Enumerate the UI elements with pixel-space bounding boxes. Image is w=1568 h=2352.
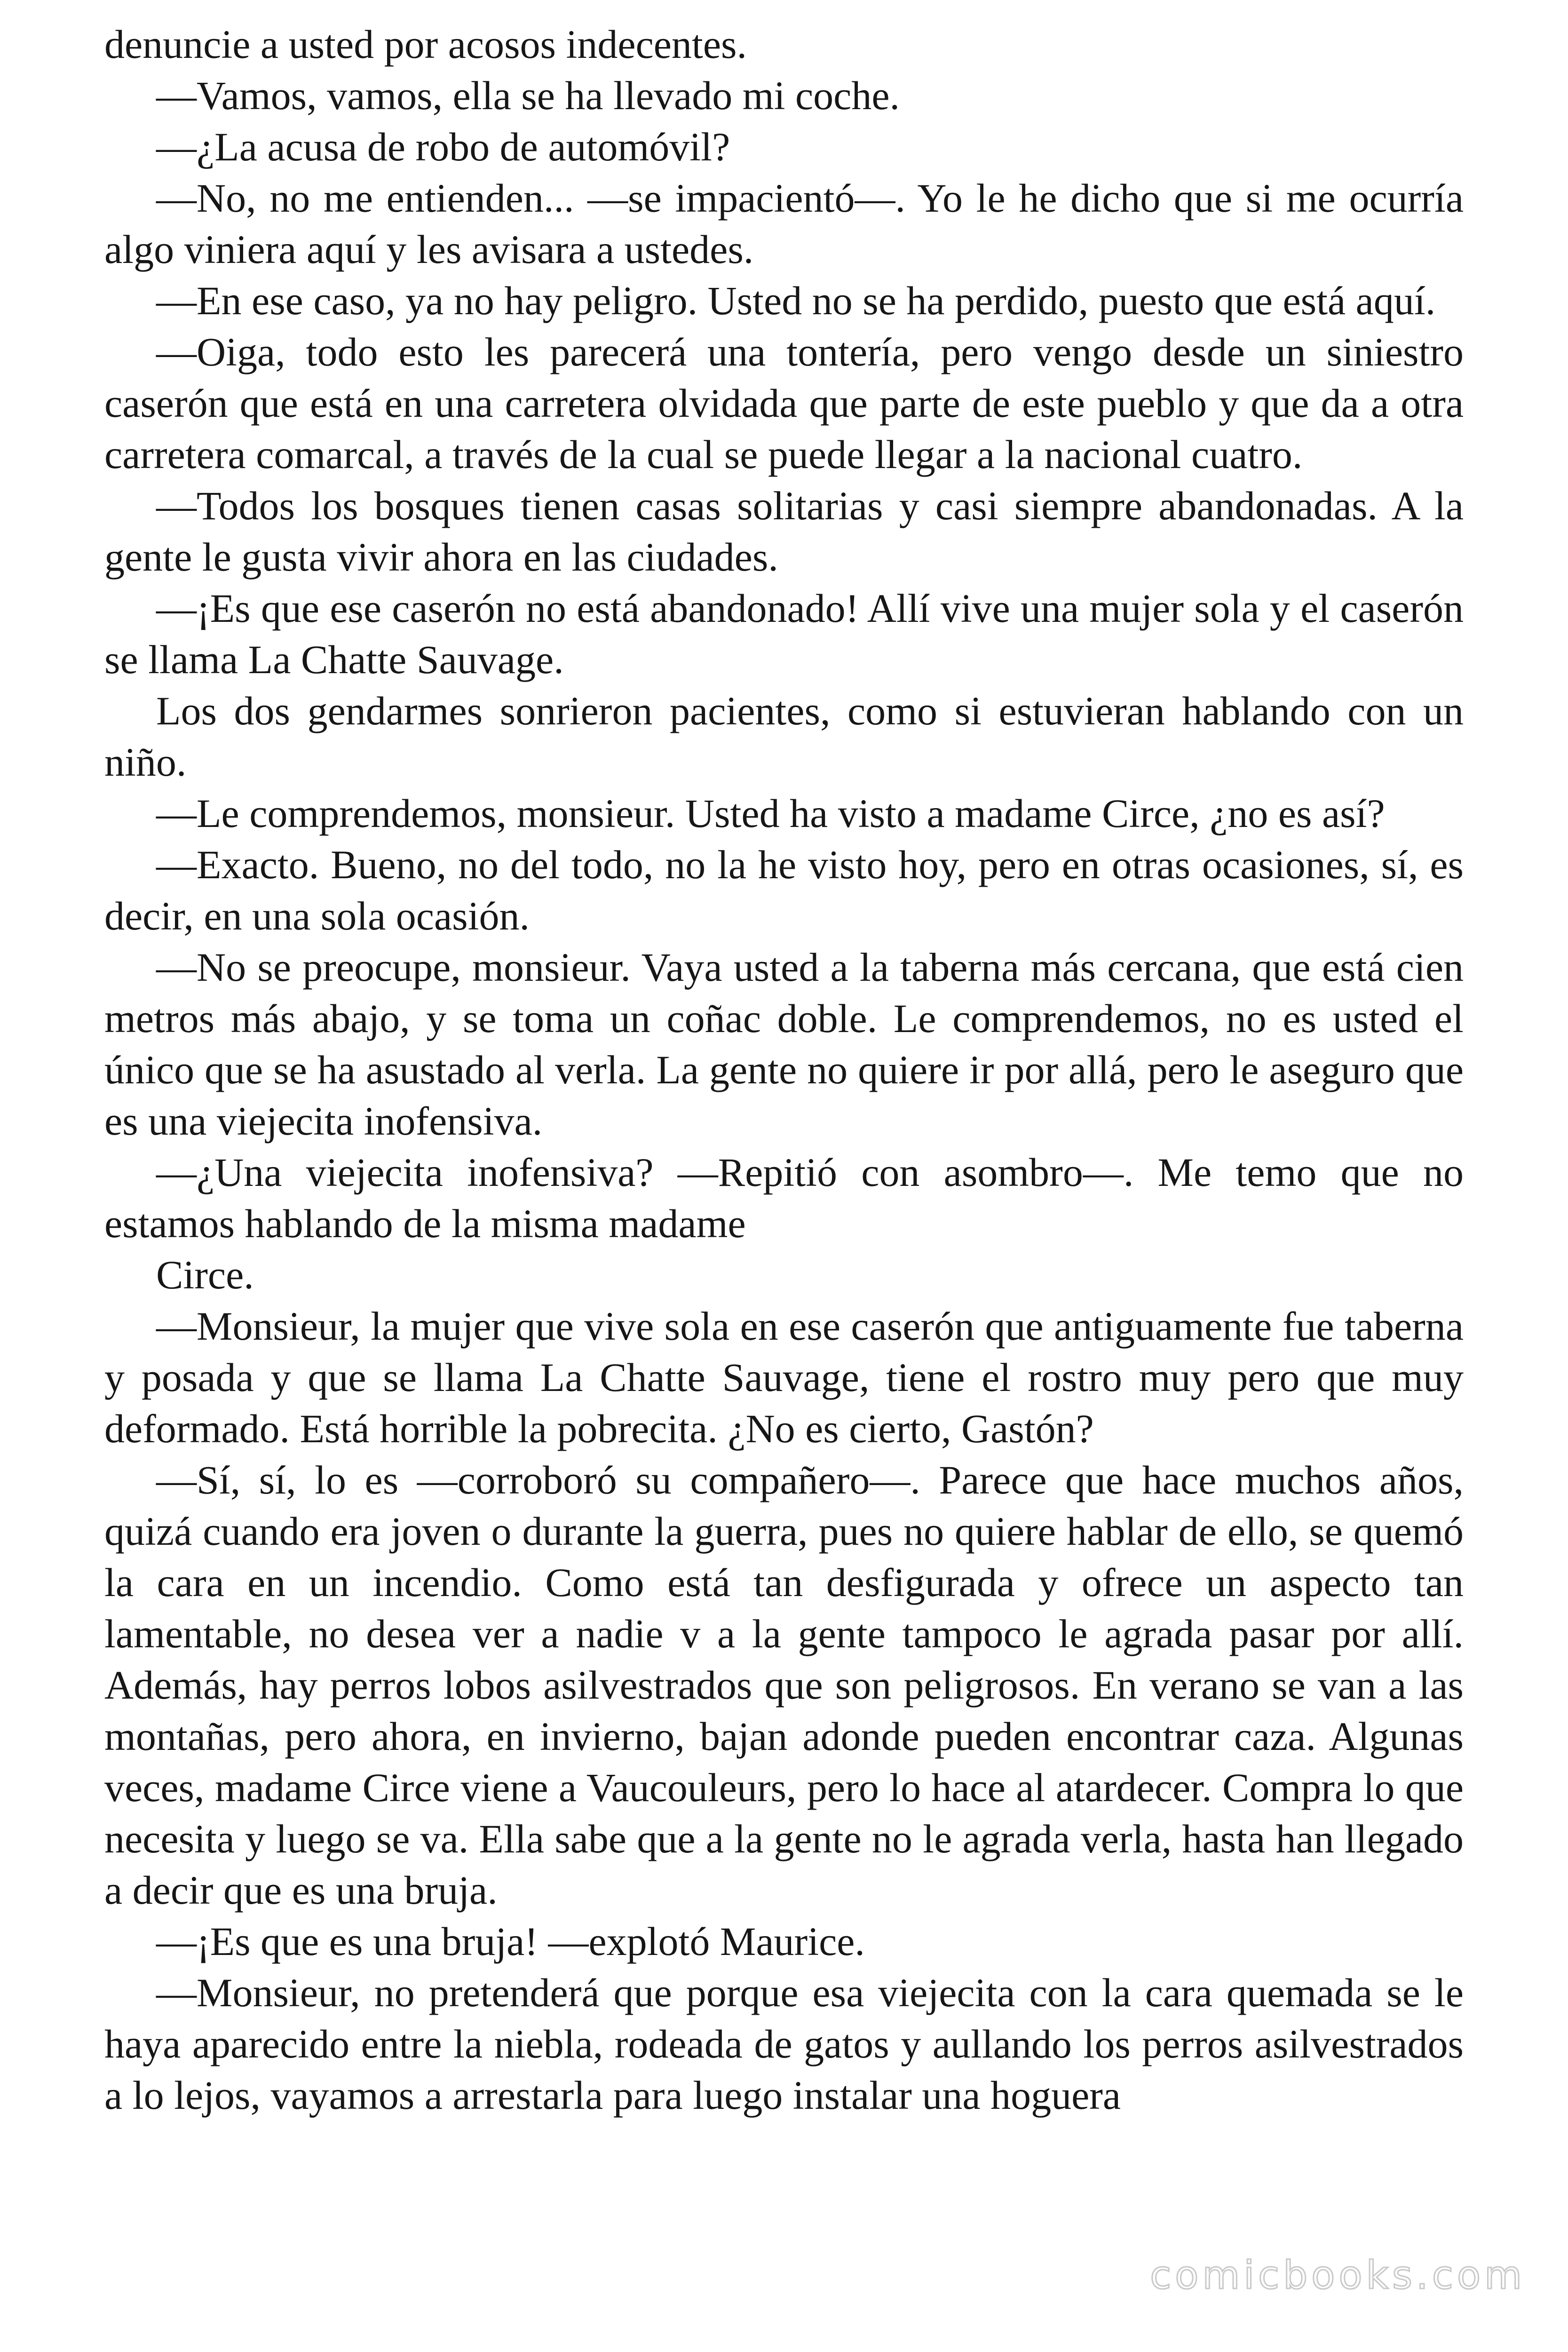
paragraph: —Vamos, vamos, ella se ha llevado mi coche. <box>156 73 900 118</box>
paragraph: Circe. <box>156 1252 254 1297</box>
paragraph: —¡Es que es una bruja! —explotó Maurice. <box>156 1919 865 1964</box>
paragraph: —Todos los bosques tienen casas solitarias y casi siempre abandonadas. A la gente le gusta vivir ahora en las ciudades. <box>104 483 1464 580</box>
paragraph: —Monsieur, no pretenderá que porque esa viejecita con la cara quemada se le haya aparecido entre la niebla, rodeada de gatos y aullando los perros asilvestrados a lo lejos, vayamos a arrestarla para luego instalar una hoguera <box>104 1970 1464 2118</box>
paragraph: —No se preocupe, monsieur. Vaya usted a la taberna más cercana, que está cien metros más abajo, y se toma un coñac doble. Le comprendemos, no es usted el único que se ha asustado al verla. La gente no quiere ir por allá, pero le aseguro que es una viejecita inofensiva. <box>104 945 1464 1144</box>
paragraph: —Le comprendemos, monsieur. Usted ha visto a madame Circe, ¿no es así? <box>156 791 1385 836</box>
paragraph: —Exacto. Bueno, no del todo, no la he visto hoy, pero en otras ocasiones, sí, es decir, en una sola ocasión. <box>104 842 1464 938</box>
paragraph: —En ese caso, ya no hay peligro. Usted no se ha perdido, puesto que está aquí. <box>156 278 1436 323</box>
paragraph: denuncie a usted por acosos indecentes. <box>104 22 747 67</box>
paragraph: —Sí, sí, lo es —corroboró su compañero—. Parece que hace muchos años, quizá cuando era joven o durante la guerra, pues no quiere hablar de ello, se quemó la cara en un incendio. Como está tan desfigurada y ofrece un aspecto tan lamentable, no desea ver a nadie v a la gente tampoco le agrada pasar por allí. Además, hay perros lobos asilvestrados que son peligrosos. En verano se van a las montañas, pero ahora, en invierno, bajan adonde pueden encontrar caza. Algunas veces, madame Circe viene a Vaucouleurs, pero lo hace al atardecer. Compra lo que necesita y luego se va. Ella sabe que a la gente no le agrada verla, hasta han llegado a decir que es una bruja. <box>104 1457 1464 1913</box>
page-text <box>104 19 1464 2121</box>
paragraph: —¿Una viejecita inofensiva? —Repitió con asombro—. Me temo que no estamos hablando de la misma madame <box>104 1150 1464 1246</box>
paragraph: —¿La acusa de robo de automóvil? <box>156 124 730 169</box>
paragraph: —No, no me entienden... —se impacientó—. Yo le he dicho que si me ocurría algo viniera aquí y les avisara a ustedes. <box>104 175 1464 272</box>
paragraph: —Monsieur, la mujer que vive sola en ese caserón que antiguamente fue taberna y posada y que se llama La Chatte Sauvage, tiene el rostro muy pero que muy deformado. Está horrible la pobrecita. ¿No es cierto, Gastón? <box>104 1303 1464 1451</box>
paragraph: Los dos gendarmes sonrieron pacientes, como si estuvieran hablando con un niño. <box>104 688 1464 785</box>
watermark: comicbooks.com <box>1150 2253 1526 2298</box>
paragraph: —Oiga, todo esto les parecerá una tontería, pero vengo desde un siniestro caserón que está en una carretera olvidada que parte de este pueblo y que da a otra carretera comarcal, a través de la cual se puede llegar a la nacional cuatro. <box>104 329 1464 477</box>
paragraph: —¡Es que ese caserón no está abandonado! Allí vive una mujer sola y el caserón se llama La Chatte Sauvage. <box>104 586 1464 682</box>
